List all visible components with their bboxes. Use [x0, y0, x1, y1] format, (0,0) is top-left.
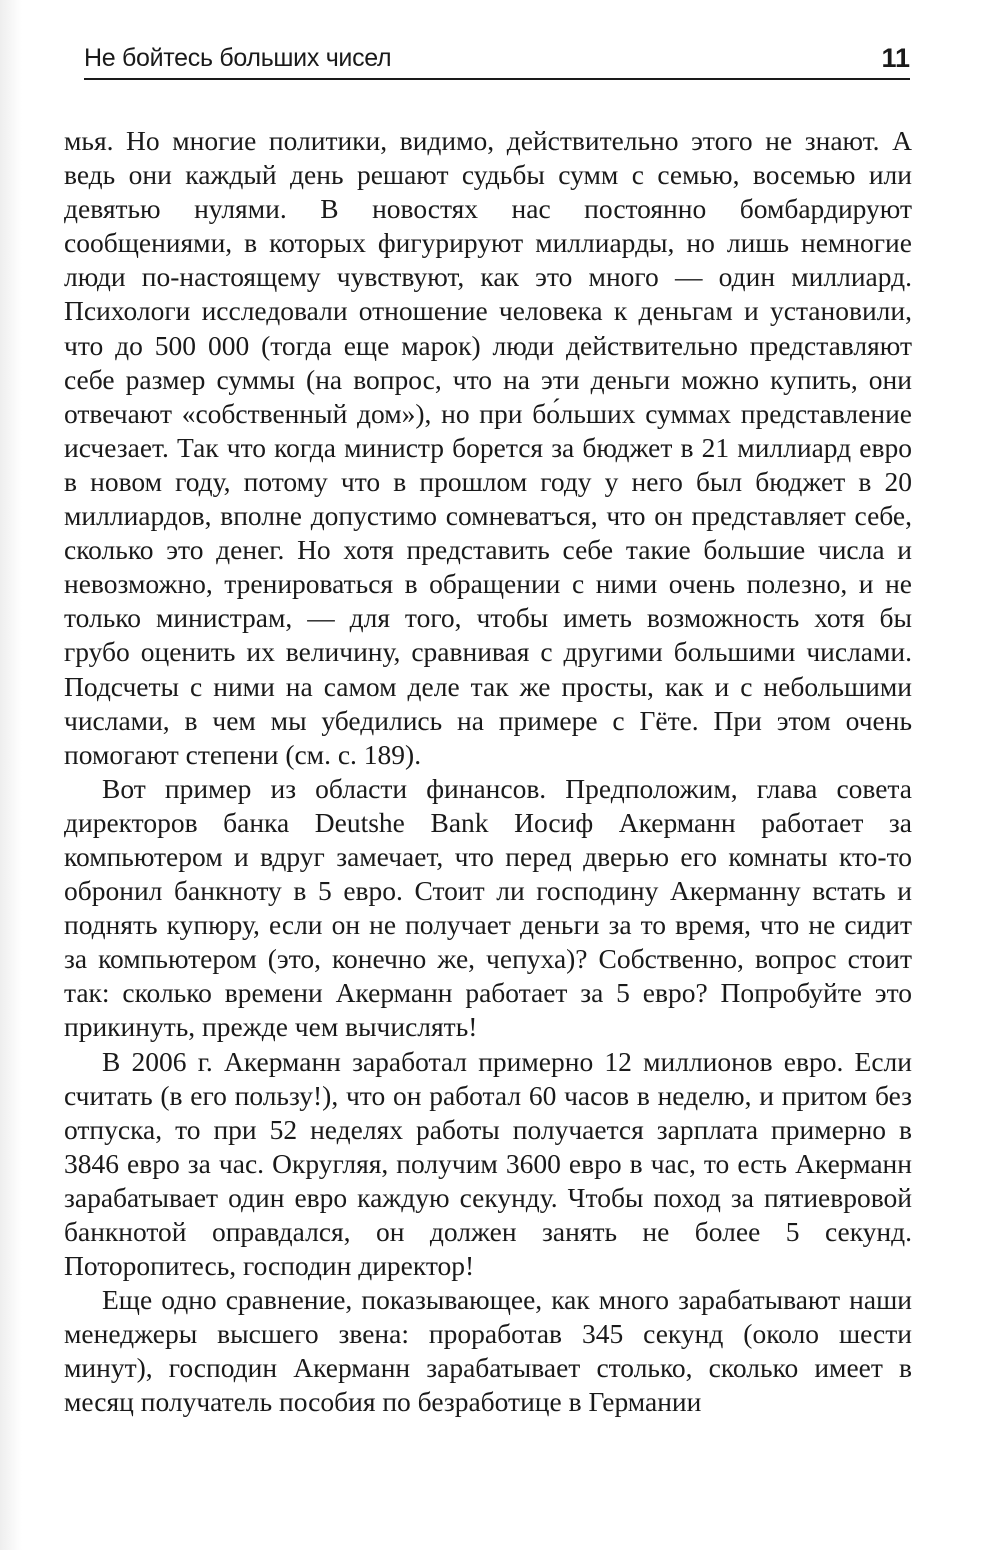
body-text — [64, 124, 912, 1420]
paragraph-continuation: мья. Но многие политики, видимо, действительно этого не знают. А ведь они каждый день решают судьбы сумм с семью, восемью или девятью нулями. В новостях нас постоянно бомбардируют сообщениями, в которых фигурируют миллиарды, но лишь немногие люди по-настоящему чувствуют, как это много — один миллиард. Психологи исследовали отношение человека к деньгам и установили, что до 500 000 (тогда еще марок) люди действительно представляют себе размер суммы (на вопрос, что на эти деньги можно купить, они отвечают «собственный дом»), но при бо́льших суммах представление исчезает. Так что когда министр борется за бюджет в 21 миллиард евро в новом году, потому что в прошлом году у него был бюджет в 20 миллиардов, вполне допустимо сомневатъся, что он представляет себе, сколько это денег. Но хотя представить себе такие большие числа и невозможно, тренироваться в обращении с ними очень полезно, и не только министрам, — для того, чтобы иметь возможность хотя бы грубо оценить их величину, сравнивая с другими большими числами. Подсчеты с ними на самом деле так же просты, как и с небольшими числами, в чем мы убедились на примере с Гёте. При этом очень помогают степени (см. с. 189). — [64, 125, 912, 770]
paragraph-comparison: Еще одно сравнение, показывающее, как много зарабатывают наши менеджеры высшего звена: проработав 345 секунд (около шести минут), господин Акерманн зарабатывает столько, сколько имеет в месяц получатель пособия по безработице в Германии — [64, 1284, 912, 1418]
page-edge-shadow — [0, 0, 22, 1550]
paragraph-calculation: В 2006 г. Акерманн заработал примерно 12 миллионов евро. Если считать (в его пользу!), что он работал 60 часов в неделю, и притом без отпуска, то при 52 неделях работы получается зарплата примерно в 3846 евро за час. Округляя, получим 3600 евро в час, то есть Акерманн зарабатывает один евро каждую секунду. Чтобы поход за пятиевровой банкнотой оправдался, он должен занять не более 5 секунд. Поторопитесь, господин директор! — [64, 1045, 912, 1282]
running-head — [84, 42, 910, 80]
page-number: 11 — [881, 43, 910, 73]
running-title: Не бойтесь больших чисел — [84, 44, 392, 72]
paragraph-finance-example: Вот пример из области финансов. Предположим, глава совета директоров банка Deutshe Bank Иосиф Акерманн работает за компьютером и вдруг замечает, что перед дверью его комнаты кто-то обронил банкноту в 5 евро. Стоит ли господину Акерманну встать и поднять купюру, если он не получает деньги за то время, что не сидит за компьютером (это, конечно же, чепуха)? Собственно, вопрос стоит так: сколько времени Акерманн работает за 5 евро? Попробуйте это прикинуть, прежде чем вычислять! — [64, 772, 912, 1043]
